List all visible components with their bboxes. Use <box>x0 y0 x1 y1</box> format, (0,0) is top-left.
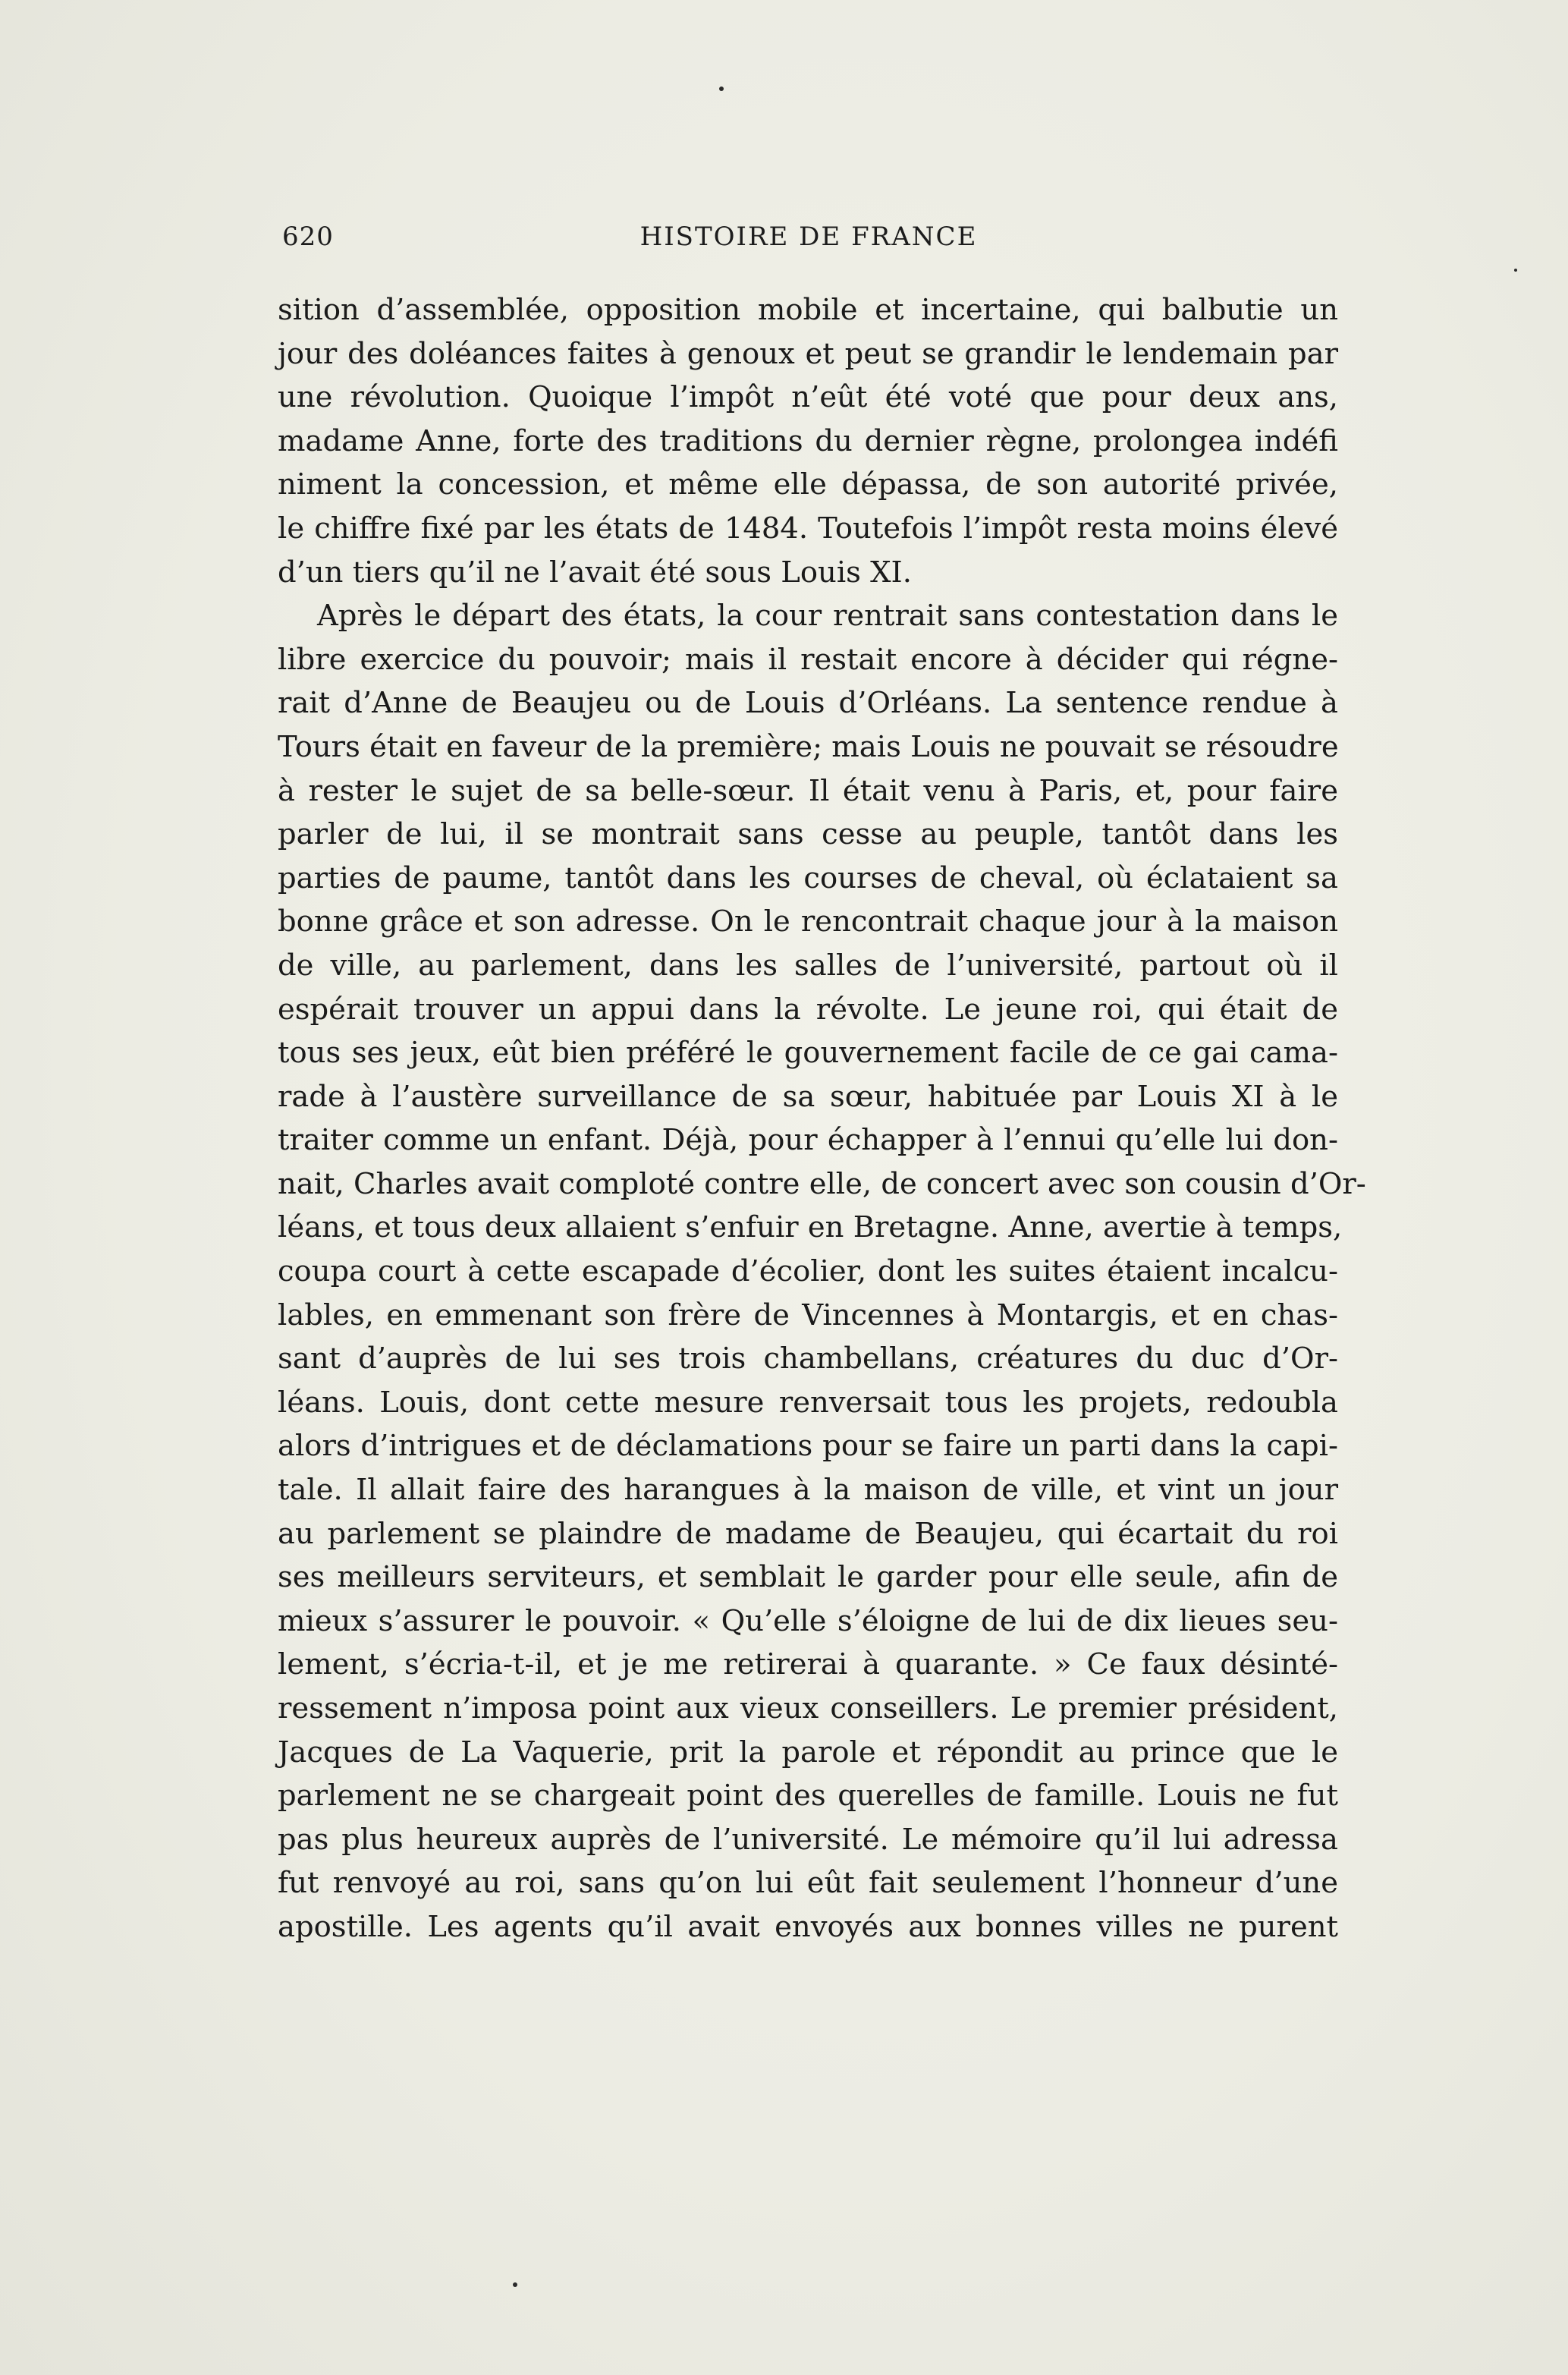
paper-speck <box>719 87 724 91</box>
text-line: ressement n’imposa point aux vieux conseillers. Le premier président, <box>278 1691 1338 1725</box>
text-line: bonne grâce et son adresse. On le rencontrait chaque jour à la maison <box>278 904 1338 939</box>
text-line: nait, Charles avait comploté contre elle, de concert avec son cousin d’Or- <box>278 1166 1366 1201</box>
text-line: de ville, au parlement, dans les salles de l’université, partout où il <box>278 948 1338 983</box>
text-line: lables, en emmenant son frère de Vincennes à Montargis, et en chas- <box>278 1298 1338 1332</box>
running-head <box>282 222 1335 260</box>
paragraph-2 <box>278 594 1366 1949</box>
paper-speck <box>1514 269 1517 272</box>
text-line: parler de lui, il se montrait sans cesse au peuple, tantôt dans les <box>278 817 1338 852</box>
text-line: parties de paume, tantôt dans les courses de cheval, où éclataient sa <box>278 860 1338 895</box>
text-line: espérait trouver un appui dans la révolte. Le jeune roi, qui était de <box>278 992 1338 1027</box>
text-line: ses meilleurs serviteurs, et semblait le garder pour elle seule, afin de <box>278 1560 1338 1595</box>
text-line: léans. Louis, dont cette mesure renversait tous les projets, redoubla <box>278 1385 1338 1420</box>
text-line: léans, et tous deux allaient s’enfuir en Bretagne. Anne, avertie à temps, <box>278 1210 1343 1245</box>
text-line: lement, s’écria-t-il, et je me retirerai à quarante. » Ce faux désinté- <box>278 1647 1338 1682</box>
text-line: au parlement se plaindre de madame de Beaujeu, qui écartait du roi <box>278 1516 1338 1551</box>
text-line: Tours était en faveur de la première; mais Louis ne pouvait se résoudre <box>278 729 1339 764</box>
text-line: jour des doléances faites à genoux et peut se grandir le lendemain par <box>278 336 1338 371</box>
text-line: apostille. Les agents qu’il avait envoyés aux bonnes villes ne purent <box>278 1909 1338 1944</box>
text-line: tale. Il allait faire des harangues à la maison de ville, et vint un jour <box>278 1473 1338 1508</box>
text-line: niment la concession, et même elle dépassa, de son autorité privée, <box>278 467 1338 502</box>
running-title: HISTOIRE DE FRANCE <box>639 222 978 252</box>
paper-speck <box>513 2282 517 2287</box>
text-line: fut renvoyé au roi, sans qu’on lui eût fait seulement l’honneur d’une <box>278 1866 1338 1901</box>
text-line: mieux s’assurer le pouvoir. « Qu’elle s’éloigne de lui de dix lieues seu- <box>278 1603 1338 1638</box>
text-line: le chiffre fixé par les états de 1484. Toutefois l’impôt resta moins élevé <box>278 511 1338 546</box>
page-number: 620 <box>282 222 334 252</box>
text-line: tous ses jeux, eût bien préféré le gouvernement facile de ce gai cama- <box>278 1036 1338 1071</box>
text-line: traiter comme un enfant. Déjà, pour échapper à l’ennui qu’elle lui don- <box>278 1123 1338 1158</box>
text-line: à rester le sujet de sa belle-sœur. Il était venu à Paris, et, pour faire <box>278 773 1338 808</box>
text-line: sant d’auprès de lui ses trois chambellans, créatures du duc d’Or- <box>278 1342 1338 1376</box>
text-line: une révolution. Quoique l’impôt n’eût été voté que pour deux ans, <box>278 380 1338 415</box>
body-text <box>278 288 1366 1949</box>
text-line: alors d’intrigues et de déclamations pour se faire un parti dans la capi- <box>278 1429 1338 1464</box>
text-line: d’un tiers qu’il ne l’avait été sous Louis XI. <box>278 555 912 590</box>
text-line: parlement ne se chargeait point des querelles de famille. Louis ne fut <box>278 1779 1338 1813</box>
paragraph-1 <box>278 288 1338 594</box>
text-line: Après le départ des états, la cour rentrait sans contestation dans le <box>317 599 1338 634</box>
text-line: Jacques de La Vaquerie, prit la parole et répondit au prince que le <box>278 1735 1338 1769</box>
text-line: coupa court à cette escapade d’écolier, dont les suites étaient incalcu- <box>278 1254 1338 1289</box>
text-line: rade à l’austère surveillance de sa sœur, habituée par Louis XI à le <box>278 1079 1338 1114</box>
text-line: pas plus heureux auprès de l’université. Le mémoire qu’il lui adressa <box>278 1822 1338 1857</box>
text-line: sition d’assemblée, opposition mobile et incertaine, qui balbutie un <box>278 293 1338 327</box>
text-line: rait d’Anne de Beaujeu ou de Louis d’Orléans. La sentence rendue à <box>278 686 1338 721</box>
text-line: libre exercice du pouvoir; mais il restait encore à décider qui régne- <box>278 642 1338 677</box>
text-line: madame Anne, forte des traditions du dernier règne, prolongea indéfi <box>278 423 1338 458</box>
